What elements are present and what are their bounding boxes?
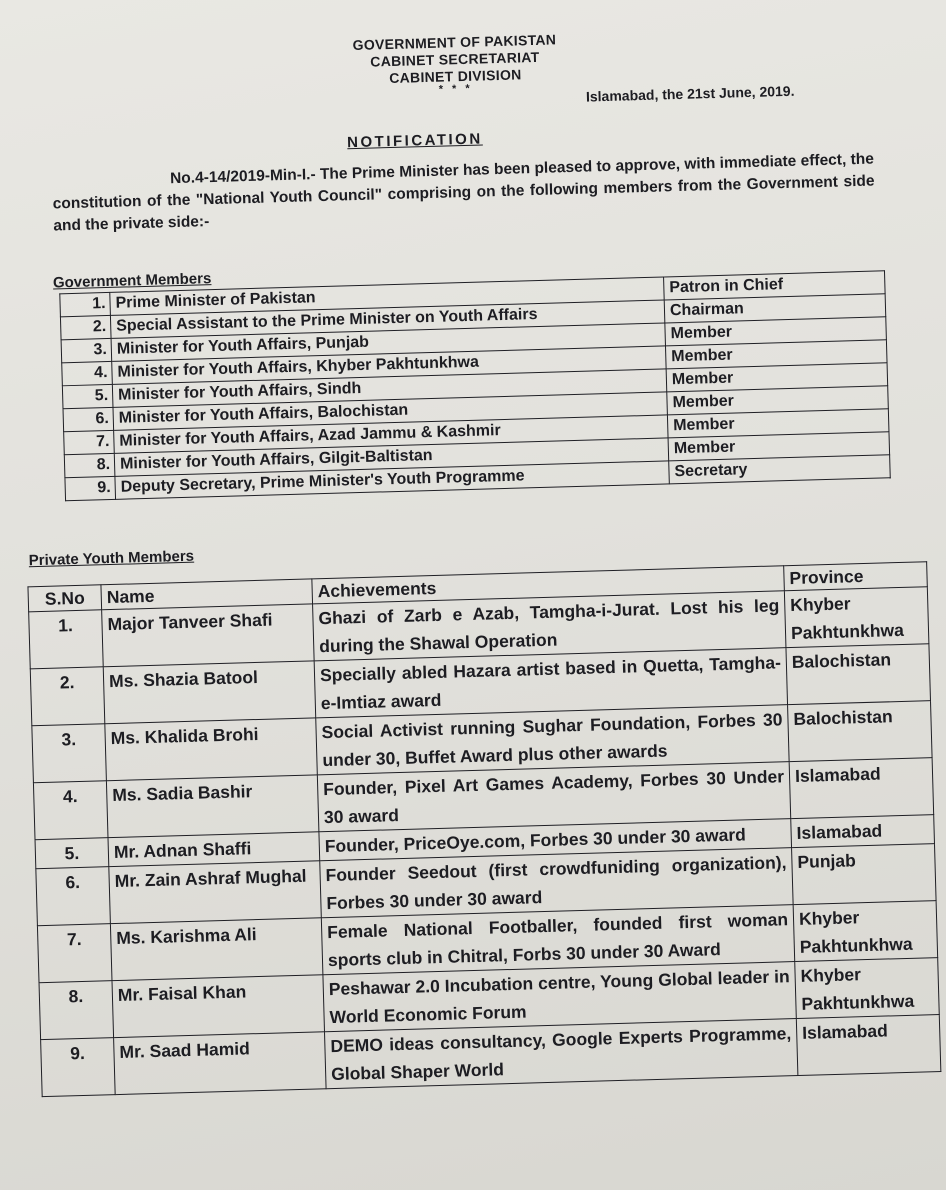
member-name: Mr. Zain Ashraf Mughal xyxy=(109,861,322,924)
member-name: Ms. Khalida Brohi xyxy=(105,718,318,781)
private-members-table xyxy=(27,561,941,1097)
column-header-name: Name xyxy=(101,579,313,610)
serial-number: 8. xyxy=(39,981,114,1040)
member-role: Chairman xyxy=(664,294,886,323)
private-members-heading: Private Youth Members xyxy=(28,547,195,570)
member-role: Secretary xyxy=(669,455,891,484)
letterhead-dots: * * * xyxy=(438,82,473,96)
member-name: Major Tanveer Shafi xyxy=(102,604,315,667)
serial-number: 1. xyxy=(29,610,104,669)
member-title: Minister for Youth Affairs, Punjab xyxy=(111,323,665,361)
member-title: Minister for Youth Affairs, Khyber Pakhtunkhwa xyxy=(112,346,666,384)
member-name: Ms. Karishma Ali xyxy=(110,918,323,981)
member-role: Member xyxy=(667,409,889,438)
row-number: 8. xyxy=(64,453,115,477)
member-achievements: Founder, Pixel Art Games Academy, Forbes 30 Under 30 award xyxy=(317,762,790,832)
member-name: Mr. Adnan Shaffi xyxy=(108,832,320,867)
government-members-table xyxy=(59,270,890,501)
member-achievements: Peshawar 2.0 Incubation centre, Young Global leader in World Economic Forum xyxy=(323,962,796,1032)
member-role: Member xyxy=(665,340,887,369)
member-province: Balochistan xyxy=(788,701,933,762)
member-achievements: Social Activist running Sughar Foundation, Forbes 30 under 30, Buffet Award plus other awards xyxy=(316,705,789,775)
intro-text: No.4-14/2019-Min-I.- The Prime Minister has been pleased to approve, with immediate effect, the constitution of the "National Youth Council" comprising on the following members from the Government side and the private side:- xyxy=(52,150,875,235)
serial-number: 9. xyxy=(41,1038,116,1097)
member-name: Mr. Saad Hamid xyxy=(114,1032,327,1095)
letterhead-line-1: GOVERNMENT OF PAKISTAN xyxy=(352,31,557,54)
member-achievements: Founder Seedout (first crowdfuniding organization), Forbes 30 under 30 award xyxy=(320,848,793,918)
member-province: Balochistan xyxy=(786,644,931,705)
member-role: Member xyxy=(668,432,890,461)
member-title: Prime Minister of Pakistan xyxy=(110,277,664,315)
serial-number: 3. xyxy=(32,724,107,783)
row-number: 1. xyxy=(60,292,111,316)
member-province: Islamabad xyxy=(796,1015,941,1076)
member-province: Islamabad xyxy=(791,815,935,848)
member-name: Ms. Shazia Batool xyxy=(103,661,316,724)
member-title: Minister for Youth Affairs, Azad Jammu & Kashmir xyxy=(114,415,668,453)
serial-number: 7. xyxy=(37,924,112,983)
column-header-province: Province xyxy=(784,562,928,591)
row-number: 7. xyxy=(64,430,115,454)
letterhead-line-2: CABINET SECRETARIAT xyxy=(370,48,540,70)
member-name: Ms. Sadia Bashir xyxy=(106,775,319,838)
member-role: Patron in Chief xyxy=(664,271,886,300)
member-role: Member xyxy=(667,386,889,415)
member-name: Mr. Faisal Khan xyxy=(112,975,325,1038)
row-number: 9. xyxy=(65,476,116,500)
issue-date: Islamabad, the 21st June, 2019. xyxy=(585,82,795,105)
notification-title: NOTIFICATION xyxy=(346,130,483,152)
row-number: 5. xyxy=(62,384,113,408)
row-number: 6. xyxy=(63,407,114,431)
column-header-sno: S.No xyxy=(28,585,102,612)
row-number: 4. xyxy=(62,361,113,385)
member-achievements: DEMO ideas consultancy, Google Experts Programme, Global Shaper World xyxy=(324,1019,797,1089)
serial-number: 6. xyxy=(36,867,111,926)
member-achievements: Female National Footballer, founded first woman sports club in Chitral, Forbs 30 under 30 Award xyxy=(321,905,794,975)
serial-number: 5. xyxy=(35,838,109,869)
member-province: Punjab xyxy=(792,844,937,905)
letterhead xyxy=(284,29,626,97)
member-title: Special Assistant to the Prime Minister on Youth Affairs xyxy=(110,300,664,338)
member-role: Member xyxy=(666,363,888,392)
member-achievements: Specially abled Hazara artist based in Quetta, Tamgha-e-Imtiaz award xyxy=(314,648,787,718)
member-province: Khyber Pakhtunkhwa xyxy=(784,587,929,648)
government-members-heading: Government Members xyxy=(52,270,212,292)
member-title: Minister for Youth Affairs, Sindh xyxy=(112,369,666,407)
member-title: Minister for Youth Affairs, Balochistan xyxy=(113,392,667,430)
row-number: 3. xyxy=(61,338,112,362)
member-province: Khyber Pakhtunkhwa xyxy=(793,901,938,962)
letterhead-line-3: CABINET DIVISION xyxy=(388,66,522,87)
member-title: Deputy Secretary, Prime Minister's Youth Programme xyxy=(115,461,669,499)
member-province: Khyber Pakhtunkhwa xyxy=(795,958,940,1019)
intro-paragraph xyxy=(52,149,876,238)
member-achievements: Ghazi of Zarb e Azab, Tamgha-i-Jurat. Lost his leg during the Shawal Operation xyxy=(313,591,786,661)
row-number: 2. xyxy=(60,315,111,339)
serial-number: 4. xyxy=(33,781,108,840)
serial-number: 2. xyxy=(30,667,105,726)
column-header-achievements: Achievements xyxy=(312,566,785,604)
member-title: Minister for Youth Affairs, Gilgit-Baltistan xyxy=(114,438,668,476)
member-province: Islamabad xyxy=(789,758,934,819)
member-role: Member xyxy=(665,317,887,346)
member-achievements: Founder, PriceOye.com, Forbes 30 under 30 award xyxy=(319,819,792,861)
